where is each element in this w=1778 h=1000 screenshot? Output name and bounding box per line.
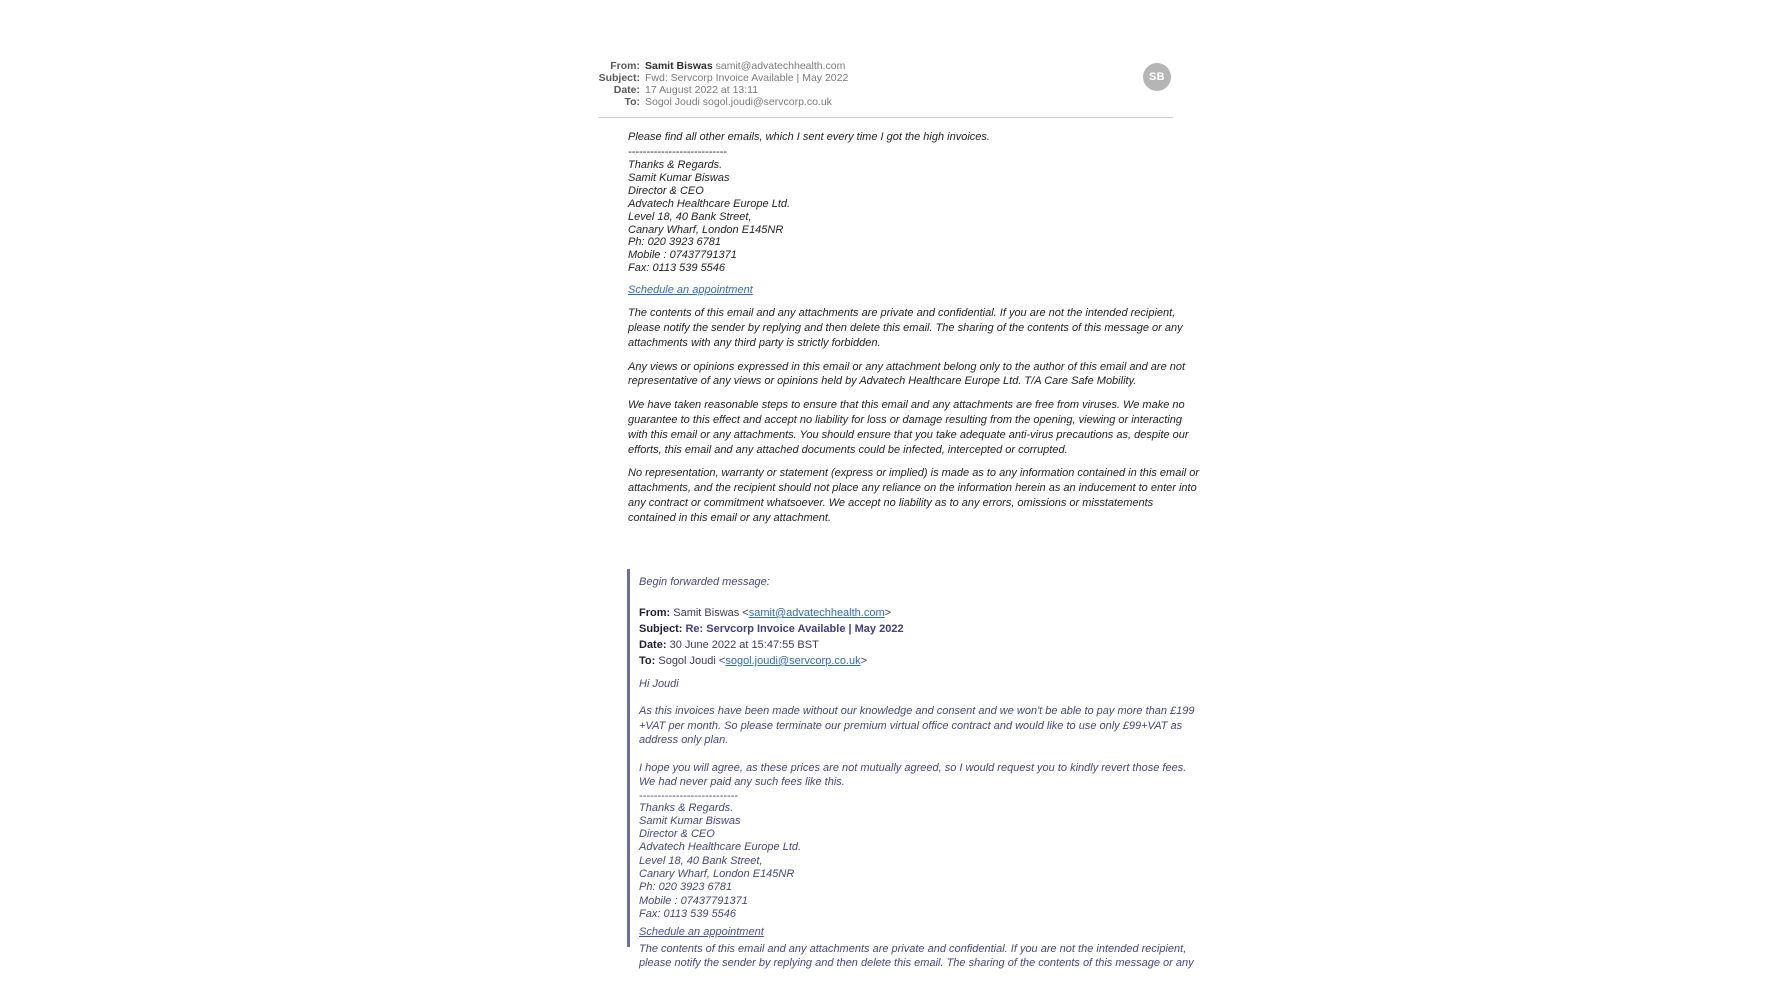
fwd-from-label: From: bbox=[639, 607, 671, 619]
text-line: Samit Kumar Biswas bbox=[628, 171, 730, 184]
message-header bbox=[598, 60, 1173, 118]
schedule-appointment-link[interactable]: Schedule an appointment bbox=[628, 284, 753, 297]
to-value: Sogol Joudi sogol.joudi@servcorp.co.uk bbox=[645, 96, 832, 108]
text-line: Mobile : 07437791371 bbox=[628, 249, 737, 262]
header-field-subject bbox=[598, 72, 1173, 84]
forwarded-message bbox=[627, 569, 1207, 970]
to-label: To: bbox=[624, 96, 640, 108]
fwd-signature-divider: --------------------------- bbox=[639, 789, 738, 802]
from-label: From: bbox=[610, 60, 640, 72]
sender-email: samit@advatechhealth.com bbox=[715, 60, 846, 72]
fwd-schedule-appointment-link[interactable]: Schedule an appointment bbox=[639, 926, 764, 939]
text-line: No representation, warranty or statement (express or implied) is made as to any information contained in this email or bbox=[628, 467, 1200, 480]
text-line: attachments, and the recipient should not place any reliance on the information herein as an inducement to enter into bbox=[628, 482, 1197, 495]
text-line: attachments with any third party is strictly forbidden. bbox=[628, 336, 881, 349]
text-line: Thanks & Regards. bbox=[639, 801, 734, 814]
fwd-from-email-link[interactable]: samit@advatechhealth.com bbox=[748, 607, 885, 619]
text-line: contained in this email or any attachment. bbox=[628, 511, 832, 524]
text-line: Level 18, 40 Bank Street, bbox=[639, 854, 763, 867]
text-line: Advatech Healthcare Europe Ltd. bbox=[639, 841, 802, 854]
text-line: Ph: 020 3923 6781 bbox=[628, 236, 721, 249]
fwd-to-email-link[interactable]: sogol.joudi@servcorp.co.uk bbox=[725, 655, 861, 667]
text-line: please notify the sender by replying and then delete this email. The sharing of the contents of this message or any bbox=[628, 321, 1183, 334]
text-line: Ph: 020 3923 6781 bbox=[639, 881, 732, 894]
forwarded-field-from bbox=[639, 605, 1207, 621]
text-line: with this email or any attachments. You should ensure that you take adequate anti-virus precautions as, despite our bbox=[628, 428, 1189, 441]
signature-divider: --------------------------- bbox=[628, 146, 727, 158]
fwd-subject-value: Re: Servcorp Invoice Available | May 2022 bbox=[685, 623, 904, 635]
forwarded-field-subject bbox=[639, 621, 1207, 637]
text-line: Director & CEO bbox=[639, 828, 715, 841]
fwd-to-label: To: bbox=[639, 655, 656, 667]
fwd-greeting: Hi Joudi bbox=[639, 678, 679, 690]
header-field-from bbox=[598, 60, 1173, 72]
fwd-to-name: Sogol Joudi < bbox=[658, 655, 726, 667]
date-value: 17 August 2022 at 13:11 bbox=[645, 84, 759, 96]
signature-block bbox=[628, 159, 1198, 275]
text-line: Any views or opinions expressed in this email or any attachment belong only to the author of this email and are not bbox=[628, 360, 1186, 373]
disclaimer-paragraph-2 bbox=[628, 360, 1198, 390]
avatar[interactable]: SB bbox=[1143, 63, 1171, 91]
text-line: please notify the sender by replying and then delete this email. The sharing of the contents of this message or any bbox=[639, 957, 1194, 970]
text-line: Director & CEO bbox=[628, 184, 704, 197]
forwarded-header bbox=[639, 605, 1207, 669]
text-line: Samit Kumar Biswas bbox=[639, 814, 741, 827]
subject-label: Subject: bbox=[598, 72, 640, 84]
text-line: guarantee to this effect and accept no liability for loss or damage resulting from the opening, viewing or interacting bbox=[628, 413, 1182, 426]
text-line: The contents of this email and any attachments are private and confidential. If you are not the intended recipient, bbox=[639, 943, 1187, 956]
fwd-from-bracket: > bbox=[884, 607, 892, 619]
text-line: Canary Wharf, London E145NR bbox=[628, 223, 784, 236]
subject-value: Fwd: Servcorp Invoice Available | May 2022 bbox=[645, 72, 849, 84]
text-line: any contract or commitment whatsoever. We accept no liability as to any errors, omissions or misstatements bbox=[628, 496, 1154, 509]
fwd-from-name: Samit Biswas < bbox=[673, 607, 749, 619]
disclaimer-paragraph-3 bbox=[628, 398, 1198, 457]
fwd-paragraph-2 bbox=[639, 761, 1207, 790]
text-line: Mobile : 07437791371 bbox=[639, 894, 748, 907]
header-field-to bbox=[598, 96, 1173, 108]
fwd-paragraph-1 bbox=[639, 704, 1207, 748]
forwarded-field-date bbox=[639, 637, 1207, 653]
text-line: Thanks & Regards. bbox=[628, 159, 723, 171]
disclaimer-paragraph-1 bbox=[628, 306, 1198, 350]
fwd-date-value: 30 June 2022 at 15:47:55 BST bbox=[669, 639, 819, 651]
fwd-date-label: Date: bbox=[639, 639, 667, 651]
text-line: Canary Wharf, London E145NR bbox=[639, 867, 795, 880]
fwd-subject-label: Subject: bbox=[639, 623, 683, 635]
begin-forwarded-label: Begin forwarded message: bbox=[639, 576, 770, 588]
text-line: address only plan. bbox=[639, 734, 729, 746]
fwd-to-bracket: > bbox=[860, 655, 868, 667]
fwd-disclaimer-clipped bbox=[639, 942, 1207, 970]
text-line: efforts, this email and any attached documents could be infected, intercepted or corrupted. bbox=[628, 443, 1068, 456]
text-line: representative of any views or opinions held by Advatech Healthcare Europe Ltd. T/A Care Safe Mobility. bbox=[628, 375, 1137, 388]
text-line: We have taken reasonable steps to ensure that this email and any attachments are free from viruses. We make no bbox=[628, 399, 1185, 412]
forwarded-field-to bbox=[639, 653, 1207, 669]
header-field-date bbox=[598, 84, 1173, 96]
text-line: Fax: 0113 539 5546 bbox=[628, 262, 726, 275]
intro-line: Please find all other emails, which I sent every time I got the high invoices. bbox=[628, 131, 990, 143]
text-line: Fax: 0113 539 5546 bbox=[639, 907, 737, 920]
text-line: We had never paid any such fees like this. bbox=[639, 776, 845, 788]
text-line: Advatech Healthcare Europe Ltd. bbox=[628, 197, 791, 210]
from-value bbox=[645, 60, 845, 72]
sender-name: Samit Biswas bbox=[645, 60, 713, 72]
disclaimer-paragraph-4 bbox=[628, 466, 1198, 525]
fwd-signature-block bbox=[639, 802, 1207, 922]
message-body bbox=[628, 130, 1198, 526]
text-line: As this invoices have been made without our knowledge and consent and we won't be able to pay more than £199 bbox=[639, 705, 1195, 717]
text-line: +VAT per month. So please terminate our premium virtual office contract and would like to use only £99+VAT as bbox=[639, 719, 1183, 732]
text-line: I hope you will agree, as these prices are not mutually agreed, so I would request you to kindly revert those fees. bbox=[639, 761, 1187, 774]
text-line: Level 18, 40 Bank Street, bbox=[628, 210, 752, 223]
text-line: The contents of this email and any attachments are private and confidential. If you are not the intended recipient, bbox=[628, 307, 1176, 320]
date-label: Date: bbox=[613, 84, 640, 96]
